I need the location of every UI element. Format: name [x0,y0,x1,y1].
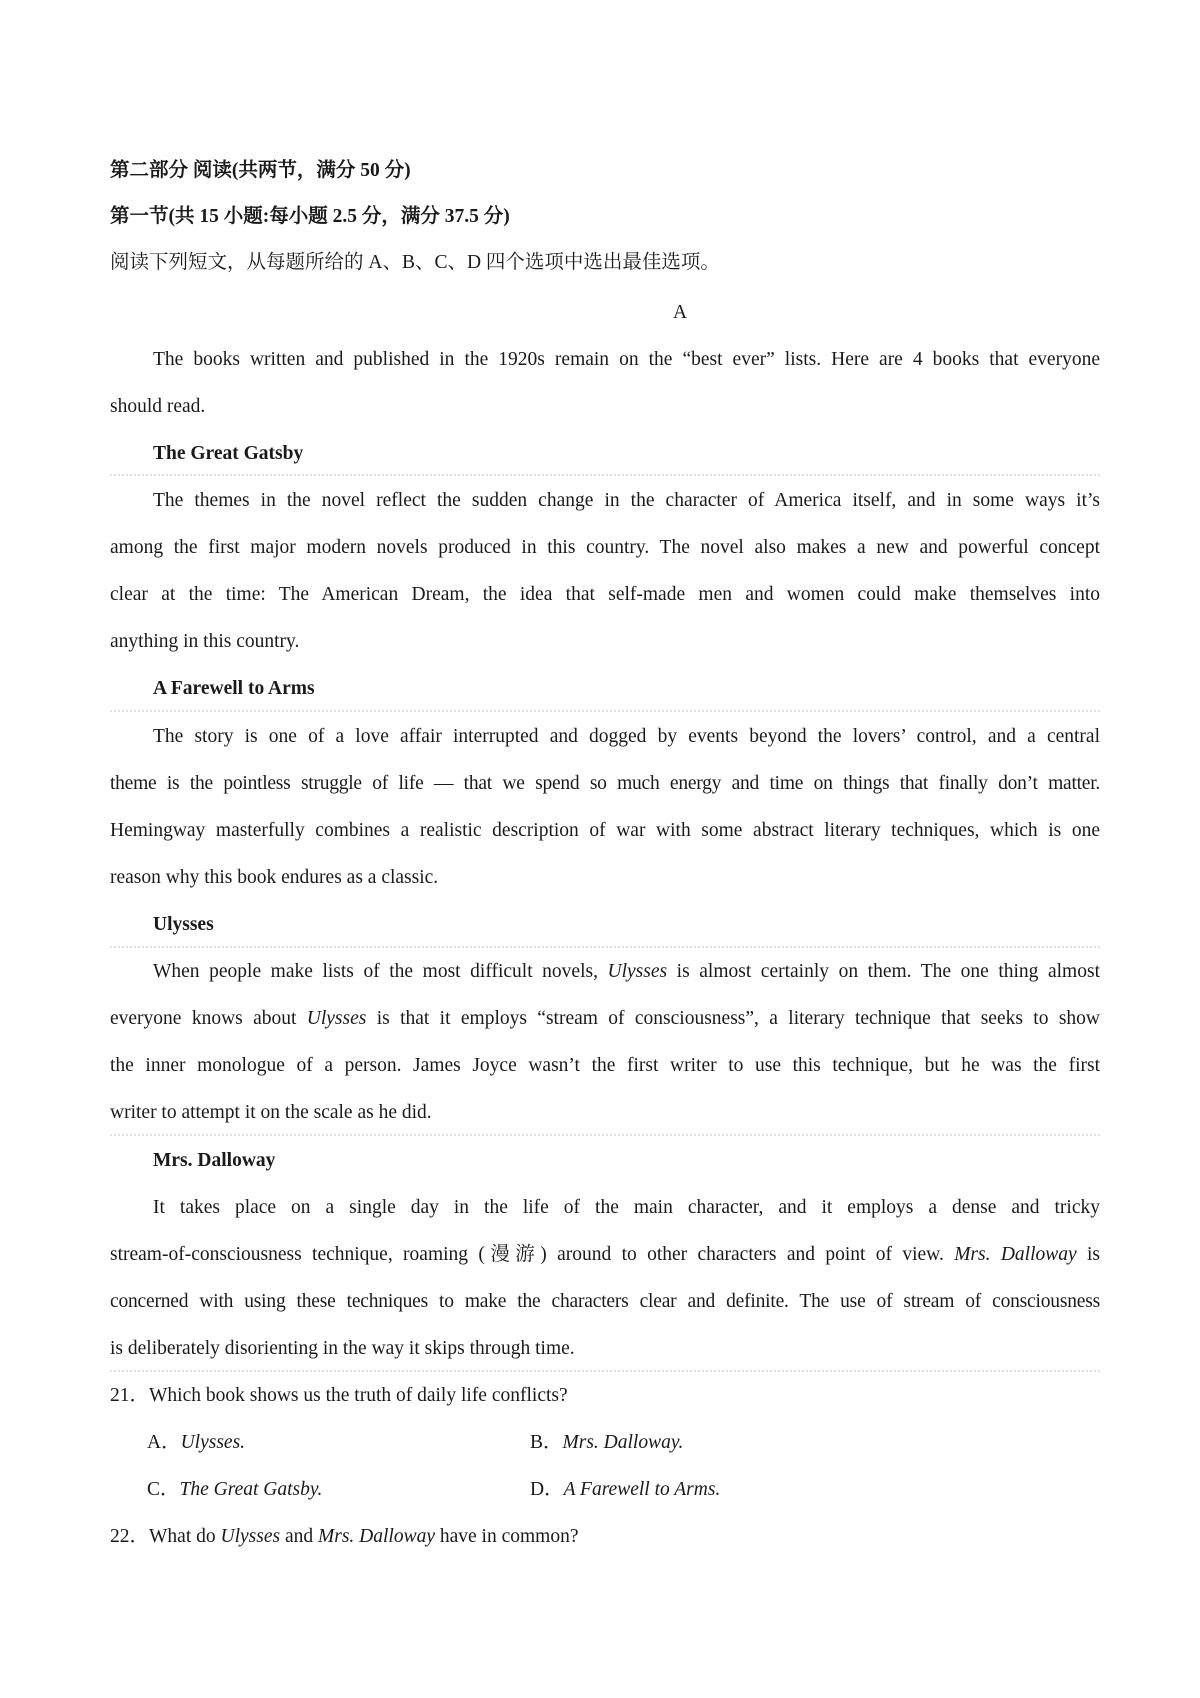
book-line: The story is one of a love affair interrupted and dogged by events beyond the lovers’ control, and a central [153,726,1100,747]
book-line: writer to attempt it on the scale as he did. [110,1102,432,1123]
option-c[interactable]: C．The Great Gatsby. [147,1479,323,1500]
question-21 [110,1383,1100,1409]
option-d[interactable]: D．A Farewell to Arms. [530,1479,721,1500]
dotted-divider [110,1134,1100,1136]
book-line: among the first major modern novels produced in this country. The novel also makes a new and powerful concept [110,537,1100,558]
book-line: anything in this country. [110,631,300,652]
section-title: 第一节(共 15 小题:每小题 2.5 分，满分 37.5 分) [110,206,510,227]
book-line: theme is the pointless struggle of life — that we spend so much energy and time on things that finally don’t matter. [110,773,1100,794]
option-b[interactable]: B．Mrs. Dalloway. [530,1432,684,1453]
book-line: reason why this book endures as a classic. [110,867,439,888]
option-a[interactable]: A．Ulysses. [147,1432,246,1453]
question-text: Which book shows us the truth of daily life conflicts? [149,1385,568,1406]
dotted-divider [110,710,1100,712]
book-line: the inner monologue of a person. James Joyce wasn’t the first writer to use this technique, but he was the first [110,1055,1100,1076]
intro-line-2: should read. [110,396,206,417]
book-line: Hemingway masterfully combines a realistic description of war with some abstract literary techniques, which is one [110,820,1100,841]
book-line: everyone knows about Ulysses is that it employs “stream of consciousness”, a literary technique that seeks to show [110,1008,1100,1029]
book-line: The themes in the novel reflect the sudden change in the character of America itself, and in some ways it’s [153,490,1100,511]
book-title-mrs-dalloway: Mrs. Dalloway [153,1150,276,1171]
book-line: When people make lists of the most difficult novels, Ulysses is almost certainly on them. The one thing almost [153,961,1100,982]
book-line: clear at the time: The American Dream, the idea that self-made men and women could make themselves into [110,584,1100,605]
question-number: 21． [110,1385,150,1406]
intro-line-1: The books written and published in the 1920s remain on the “best ever” lists. Here are 4 books that everyone [153,349,1100,370]
book-line: is deliberately disorienting in the way it skips through time. [110,1338,575,1359]
book-line: stream-of-consciousness technique, roaming (漫游) around to other characters and point of view. Mrs. Dalloway is [110,1244,1100,1265]
passage-letter: A [672,302,688,323]
book-title-ulysses: Ulysses [153,914,214,935]
book-line: It takes place on a single day in the life of the main character, and it employs a dense and tricky [153,1197,1100,1218]
book-line: concerned with using these techniques to make the characters clear and definite. The use of stream of consciousness [110,1291,1100,1312]
dotted-divider [110,946,1100,948]
book-title-farewell-to-arms: A Farewell to Arms [153,678,315,699]
dotted-divider [110,474,1100,476]
dotted-divider [110,1370,1100,1372]
part-title: 第二部分 阅读(共两节，满分 50 分) [110,160,411,181]
instruction: 阅读下列短文，从每题所给的 A、B、C、D 四个选项中选出最佳选项。 [110,252,720,273]
book-title-great-gatsby: The Great Gatsby [153,443,304,464]
question-number: 22． [110,1526,150,1547]
question-22: 22．What do Ulysses and Mrs. Dalloway have in common? [110,1526,579,1547]
